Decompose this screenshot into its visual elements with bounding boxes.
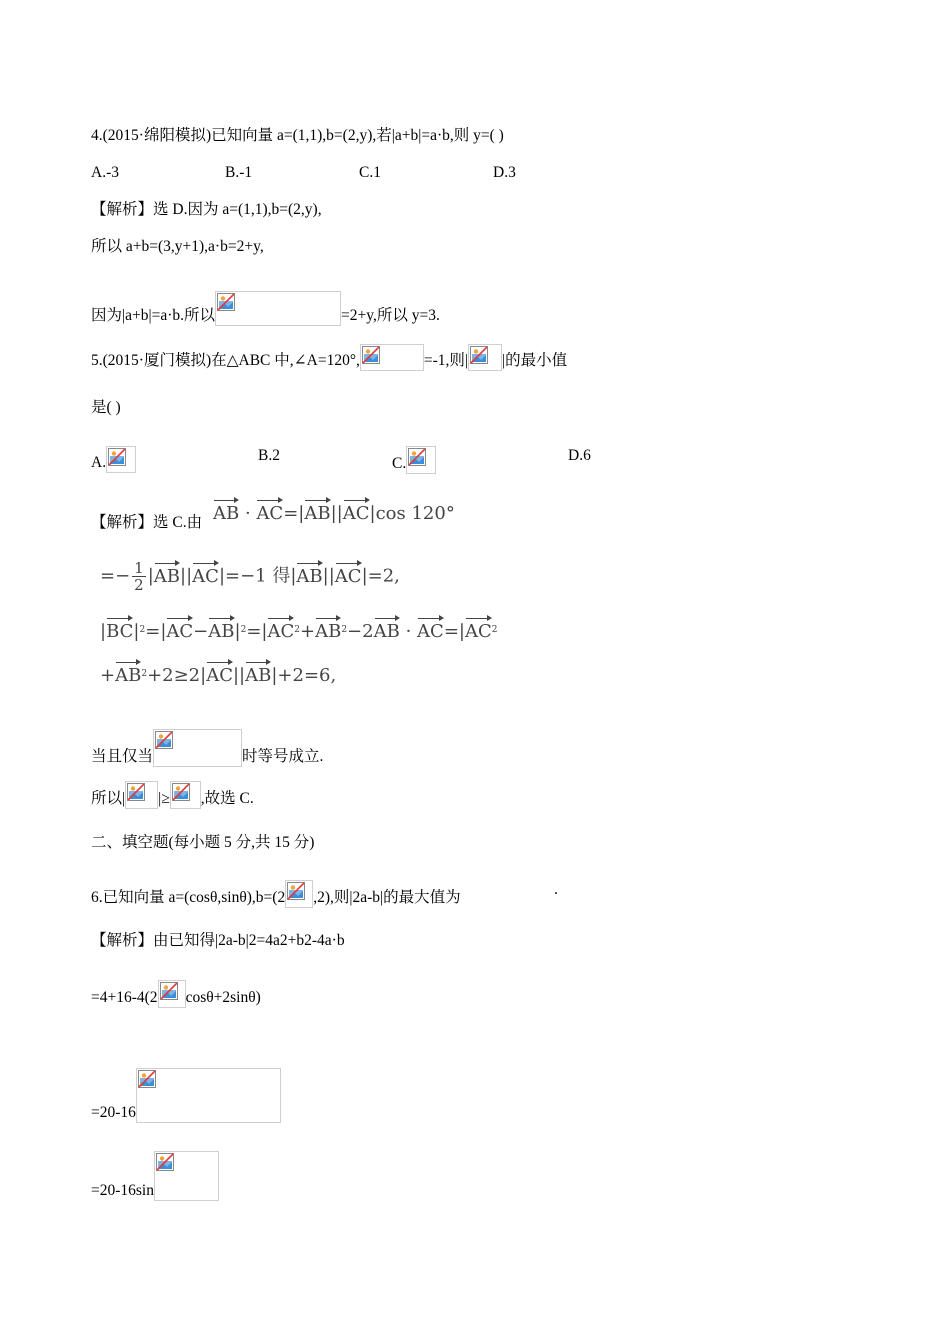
q5-option-d: D.6 [568, 447, 591, 464]
math-line-4 [100, 664, 336, 688]
vector-ab: AB [153, 565, 181, 587]
q5-solution-when [91, 729, 323, 767]
math-text: =− [100, 565, 131, 587]
math-line-2 [100, 560, 400, 593]
dot-operator: · [244, 503, 251, 524]
q5-stem-a: 5.(2015·厦门模拟)在△ABC 中,∠A=120°, [91, 352, 360, 369]
vector-ab: AB [115, 665, 142, 686]
q5-stem-b: =-1,则| [423, 352, 469, 369]
q4-option-b: B.-1 [225, 164, 253, 181]
broken-image-icon [470, 346, 488, 364]
q5-so-text-a: 所以| [91, 790, 126, 807]
vector-ac: AC [206, 665, 233, 686]
math-text: +2≥2| [147, 665, 207, 686]
math-text: =| [283, 503, 305, 524]
vector-ac: AC [342, 503, 370, 524]
math-text: | [147, 565, 154, 587]
q6-solution-line3 [91, 1068, 281, 1123]
vector-ac: AC [256, 503, 284, 524]
formula-image [215, 291, 341, 326]
q6-stem-a: 6.已知向量 a=(cosθ,sinθ),b=(2 [91, 889, 286, 906]
math-text: | [234, 621, 241, 642]
math-text: =| [145, 621, 167, 642]
q4-solution-line2: 所以 a+b=(3,y+1),a·b=2+y, [91, 238, 264, 255]
q5-so-text-b: |≥ [158, 790, 170, 807]
q6-answer-blank-end: . [554, 881, 558, 898]
q4-option-d: D.3 [493, 164, 516, 181]
math-text: || [232, 665, 246, 686]
vector-ab: AB [373, 621, 400, 642]
exponent: 2 [240, 625, 247, 635]
vector-bc: BC [106, 621, 134, 642]
formula-image [154, 1151, 219, 1201]
q4-stem: 4.(2015·绵阳模拟)已知向量 a=(1,1),b=(2,y),若|a+b|=a·b,则 y=( ) [91, 127, 504, 144]
q5-option-c-label: C. [392, 455, 407, 472]
math-text: + [100, 665, 116, 686]
vector-ab: AB [304, 503, 331, 524]
q6-stem-b: ,2),则|2a-b|的最大值为 [313, 889, 461, 906]
q5-when-text-a: 当且仅当 [91, 748, 154, 765]
math-text: |=2, [361, 565, 400, 587]
q4-option-a: A.-3 [91, 164, 119, 181]
q5-option-a-label: A. [91, 454, 107, 471]
q5-option-b: B.2 [258, 447, 280, 464]
vector-ab: AB [213, 503, 240, 524]
q6-stem [91, 880, 691, 904]
math-line-1 [213, 502, 455, 526]
vector-ab: AB [208, 621, 235, 642]
formula-image [285, 880, 313, 908]
q4-options [91, 163, 591, 183]
exponent: 2 [139, 625, 146, 635]
broken-image-icon [172, 783, 190, 801]
broken-image-icon [108, 448, 126, 466]
q6-solution-line2 [91, 980, 261, 1008]
broken-image-icon [287, 882, 305, 900]
broken-image-icon [408, 448, 426, 466]
q5-solution-prefix: 【解析】选 C.由 [91, 514, 203, 531]
q4-option-c: C.1 [359, 164, 381, 181]
math-text: =| [443, 621, 465, 642]
vector-ac: AC [464, 621, 492, 642]
vector-ab: AB [296, 565, 323, 587]
q6-solution-line1: 【解析】由已知得|2a-b|2=4a2+b2-4a·b [91, 932, 345, 949]
broken-image-icon [160, 982, 178, 1000]
math-text: | [100, 621, 107, 642]
formula-image [153, 729, 242, 767]
formula-image [170, 781, 201, 809]
exponent: 2 [491, 625, 498, 635]
broken-image-icon [217, 293, 235, 311]
math-text: || [330, 503, 343, 524]
broken-image-icon [362, 346, 380, 364]
broken-image-icon [138, 1070, 156, 1088]
fraction-denominator: 2 [134, 576, 144, 594]
q6-solution-line4 [91, 1151, 219, 1201]
q6-sol3-text: =20-16 [91, 1104, 136, 1121]
vector-ab: AB [315, 621, 342, 642]
math-text: | [133, 621, 140, 642]
q5-options [91, 446, 611, 476]
math-text: + [299, 621, 316, 642]
exponent: 2 [341, 625, 348, 635]
formula-image [158, 980, 186, 1008]
q6-sol4-text: =20-16sin [91, 1182, 154, 1199]
math-text: − [193, 621, 209, 642]
vector-ac: AC [417, 621, 444, 642]
vector-ac: AC [166, 621, 194, 642]
q4-sol3-text-a: 因为|a+b|=a·b.所以 [91, 307, 215, 324]
vector-ac: AC [334, 565, 362, 587]
broken-image-icon [127, 783, 145, 801]
q5-option-c [392, 446, 436, 474]
fraction-half [132, 560, 146, 593]
q5-stem [91, 344, 567, 371]
q5-so-text-c: ,故选 C. [200, 790, 254, 807]
math-text: |cos 120° [369, 503, 455, 524]
vector-ac: AC [192, 565, 219, 587]
q4-solution-line1: 【解析】选 D.因为 a=(1,1),b=(2,y), [91, 201, 322, 218]
q5-when-text-b: 时等号成立. [242, 748, 324, 765]
q5-option-a [91, 446, 136, 473]
math-text: −2 [347, 621, 374, 642]
broken-image-icon [156, 1153, 174, 1171]
q4-sol3-text-b: =2+y,所以 y=3. [341, 307, 440, 324]
q4-solution-line3 [91, 291, 440, 326]
math-text: |+2=6, [271, 665, 337, 686]
formula-image [360, 344, 424, 371]
formula-image [468, 344, 502, 371]
exponent: 2 [141, 669, 148, 679]
q5-stem-cont: 是( ) [91, 399, 121, 416]
q5-solution-conclusion [91, 781, 254, 809]
math-text: =| [246, 621, 268, 642]
formula-image [406, 446, 436, 474]
q5-stem-c: |的最小值 [502, 352, 568, 369]
exponent: 2 [294, 625, 300, 635]
vector-ac: AC [267, 621, 295, 642]
dot-operator: · [405, 621, 412, 642]
formula-image [136, 1068, 281, 1123]
math-line-3 [100, 620, 497, 644]
formula-image [106, 446, 136, 473]
vector-ab: AB [245, 665, 272, 686]
math-text: || [180, 565, 193, 587]
formula-image [125, 781, 158, 809]
math-text: |=−1 得| [218, 565, 297, 587]
q6-sol2-text-b: cosθ+2sinθ) [185, 989, 261, 1006]
section-heading: 二、填空题(每小题 5 分,共 15 分) [91, 834, 315, 851]
math-text: || [322, 565, 335, 587]
q6-sol2-text-a: =4+16-4(2 [91, 989, 158, 1006]
broken-image-icon [155, 731, 173, 749]
fraction-numerator: 1 [134, 559, 144, 577]
